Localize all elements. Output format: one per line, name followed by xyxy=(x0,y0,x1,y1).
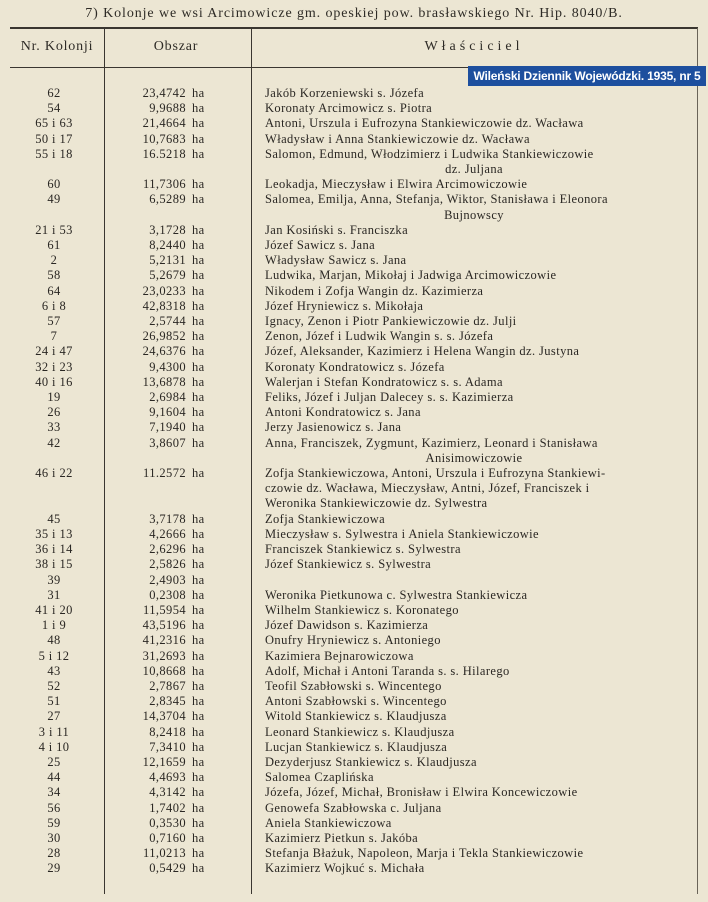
cell-nr: 51 xyxy=(47,694,61,709)
table-row xyxy=(0,785,708,800)
cell-area: 3,7178 xyxy=(149,511,186,526)
cell-area: 7,1940 xyxy=(149,420,186,435)
owner-line: Leonard Stankiewicz s. Klaudjusza xyxy=(265,724,455,739)
owner-line: Onufry Hryniewicz s. Antoniego xyxy=(265,633,441,648)
cell-unit: ha xyxy=(192,116,205,131)
cell-owner xyxy=(251,816,683,831)
cell-area: 31,2693 xyxy=(142,648,186,663)
cell-area: 4,2666 xyxy=(149,526,186,541)
cell-owner xyxy=(251,725,683,740)
cell-unit: ha xyxy=(192,785,205,800)
owner-line: Salomon, Edmund, Włodzimierz i Ludwika Stankiewiczowie xyxy=(265,146,594,161)
cell-nr: 32 i 23 xyxy=(35,359,73,374)
table-row xyxy=(0,253,708,268)
cell-area: 41,2316 xyxy=(142,633,186,648)
cell-unit: ha xyxy=(192,192,205,207)
cell-owner xyxy=(251,573,683,588)
cell-unit: ha xyxy=(192,253,205,268)
cell-owner xyxy=(251,223,683,238)
owner-line: Jerzy Jasienowicz s. Jana xyxy=(265,420,402,435)
cell-nr: 31 xyxy=(47,587,61,602)
owner-line: czowie dz. Wacława, Mieczysław, Antni, Józef, Franciszek i xyxy=(265,481,590,496)
cell-unit: ha xyxy=(192,800,205,815)
cell-area: 0,2308 xyxy=(149,587,186,602)
cell-nr: 46 i 22 xyxy=(35,466,73,481)
owner-line: Zenon, Józef i Ludwik Wangin s. s. Józefa xyxy=(265,329,494,344)
cell-area: 1,7402 xyxy=(149,800,186,815)
table-top-rule xyxy=(10,27,698,29)
table-row xyxy=(0,132,708,147)
cell-area: 43,5196 xyxy=(142,618,186,633)
table-row xyxy=(0,238,708,253)
owner-line: Władysław Sawicz s. Jana xyxy=(265,253,407,268)
cell-unit: ha xyxy=(192,177,205,192)
owner-line: Ludwika, Marjan, Mikołaj i Jadwiga Arcimowiczowie xyxy=(265,268,557,283)
owner-line: Koronaty Arcimowicz s. Piotra xyxy=(265,101,433,116)
table-row xyxy=(0,192,708,222)
cell-area: 0,3530 xyxy=(149,815,186,830)
cell-unit: ha xyxy=(192,633,205,648)
cell-area: 9,9688 xyxy=(149,101,186,116)
owner-line: Adolf, Michał i Antoni Taranda s. s. Hilarego xyxy=(265,663,510,678)
owner-line: Teofil Szabłowski s. Wincentego xyxy=(265,678,442,693)
table-row xyxy=(0,861,708,876)
owner-line: Wilhelm Stankiewicz s. Koronatego xyxy=(265,602,459,617)
cell-owner xyxy=(251,284,683,299)
cell-unit: ha xyxy=(192,344,205,359)
cell-area: 24,6376 xyxy=(142,344,186,359)
cell-owner xyxy=(251,831,683,846)
cell-area: 7,3410 xyxy=(149,739,186,754)
cell-area: 4,4693 xyxy=(149,770,186,785)
cell-unit: ha xyxy=(192,86,205,100)
table-row xyxy=(0,573,708,588)
column-header-area: Obszar xyxy=(153,39,199,54)
table-row xyxy=(0,299,708,314)
cell-owner xyxy=(251,785,683,800)
cell-unit: ha xyxy=(192,146,205,161)
cell-nr: 35 i 13 xyxy=(35,526,73,541)
cell-nr: 52 xyxy=(47,678,61,693)
cell-owner xyxy=(251,390,683,405)
cell-owner xyxy=(251,147,683,177)
cell-owner xyxy=(251,664,683,679)
cell-owner xyxy=(251,846,683,861)
cell-unit: ha xyxy=(192,724,205,739)
cell-area: 2,5744 xyxy=(149,314,186,329)
cell-area: 42,8318 xyxy=(142,298,186,313)
cell-area: 2,7867 xyxy=(149,678,186,693)
cell-owner xyxy=(251,755,683,770)
owner-line: dz. Juljana xyxy=(445,162,503,177)
table-row xyxy=(0,725,708,740)
cell-owner xyxy=(251,542,683,557)
cell-owner xyxy=(251,116,683,131)
table-row xyxy=(0,649,708,664)
cell-unit: ha xyxy=(192,572,205,587)
cell-unit: ha xyxy=(192,526,205,541)
cell-owner xyxy=(251,299,683,314)
cell-unit: ha xyxy=(192,511,205,526)
cell-owner xyxy=(251,694,683,709)
cell-unit: ha xyxy=(192,405,205,420)
cell-owner xyxy=(251,192,683,222)
cell-nr: 36 i 14 xyxy=(35,542,73,557)
cell-unit: ha xyxy=(192,618,205,633)
cell-unit: ha xyxy=(192,709,205,724)
cell-unit: ha xyxy=(192,830,205,845)
table-row xyxy=(0,405,708,420)
table-row xyxy=(0,679,708,694)
cell-area: 3,1728 xyxy=(149,222,186,237)
cell-nr: 28 xyxy=(47,846,61,861)
cell-unit: ha xyxy=(192,587,205,602)
owner-line xyxy=(265,573,683,588)
cell-area: 4,3142 xyxy=(149,785,186,800)
cell-owner xyxy=(251,466,683,512)
cell-area: 11,5954 xyxy=(143,602,186,617)
table-body xyxy=(0,86,708,877)
owner-line: Nikodem i Zofja Wangin dz. Kazimierza xyxy=(265,283,484,298)
cell-area: 5,2679 xyxy=(149,268,186,283)
cell-unit: ha xyxy=(192,131,205,146)
cell-owner xyxy=(251,709,683,724)
cell-area: 14,3704 xyxy=(142,709,186,724)
cell-owner xyxy=(251,253,683,268)
cell-unit: ha xyxy=(192,602,205,617)
cell-nr: 30 xyxy=(47,830,61,845)
owner-line: Jakób Korzeniewski s. Józefa xyxy=(265,86,425,100)
cell-nr: 64 xyxy=(47,283,61,298)
cell-unit: ha xyxy=(192,390,205,405)
cell-owner xyxy=(251,633,683,648)
table-row xyxy=(0,344,708,359)
table-row xyxy=(0,147,708,177)
owner-line: Władysław i Anna Stankiewiczowie dz. Wacława xyxy=(265,131,530,146)
cell-area: 10,7683 xyxy=(142,131,186,146)
table-row xyxy=(0,755,708,770)
cell-unit: ha xyxy=(192,557,205,572)
cell-owner xyxy=(251,405,683,420)
cell-owner xyxy=(251,801,683,816)
cell-nr: 58 xyxy=(47,268,61,283)
cell-area: 13,6878 xyxy=(142,374,186,389)
cell-owner xyxy=(251,557,683,572)
source-banner: Wileński Dziennik Wojewódzki. 1935, nr 5 xyxy=(468,66,706,86)
cell-owner xyxy=(251,618,683,633)
cell-unit: ha xyxy=(192,754,205,769)
cell-area: 16.5218 xyxy=(142,146,186,161)
cell-unit: ha xyxy=(192,466,205,481)
table-row xyxy=(0,116,708,131)
table-row xyxy=(0,831,708,846)
table-row xyxy=(0,360,708,375)
table-row xyxy=(0,664,708,679)
cell-owner xyxy=(251,268,683,283)
cell-owner xyxy=(251,86,683,101)
table-row xyxy=(0,375,708,390)
cell-owner xyxy=(251,314,683,329)
owner-line: Józef, Aleksander, Kazimierz i Helena Wangin dz. Justyna xyxy=(265,344,580,359)
cell-nr: 2 xyxy=(50,253,58,268)
cell-unit: ha xyxy=(192,739,205,754)
cell-owner xyxy=(251,420,683,435)
cell-nr: 34 xyxy=(47,785,61,800)
owner-line: Anna, Franciszek, Zygmunt, Kazimierz, Leonard i Stanisława xyxy=(265,435,598,450)
cell-owner xyxy=(251,512,683,527)
page-heading: 7) Kolonje we wsi Arcimowicze gm. opeskiej pow. brasławskiego Nr. Hip. 8040/B. xyxy=(85,6,623,21)
table-row xyxy=(0,223,708,238)
cell-area: 23,4742 xyxy=(142,86,186,100)
owner-line: Kazimierz Wojkuć s. Michała xyxy=(265,861,425,876)
cell-nr: 65 i 63 xyxy=(35,116,73,131)
cell-unit: ha xyxy=(192,861,205,876)
column-header-owner: Właściciel xyxy=(424,39,524,54)
owner-line: Józef Stankiewicz s. Sylwestra xyxy=(265,557,432,572)
cell-nr: 1 i 9 xyxy=(41,618,67,633)
cell-nr: 49 xyxy=(47,192,61,207)
table-row xyxy=(0,284,708,299)
cell-unit: ha xyxy=(192,542,205,557)
cell-nr: 4 i 10 xyxy=(38,739,70,754)
cell-owner xyxy=(251,329,683,344)
owner-line: Kazimiera Bejnarowiczowa xyxy=(265,648,414,663)
cell-nr: 57 xyxy=(47,314,61,329)
cell-unit: ha xyxy=(192,815,205,830)
owner-line: Genowefa Szabłowska c. Juljana xyxy=(265,800,442,815)
cell-nr: 7 xyxy=(50,329,58,344)
cell-owner xyxy=(251,527,683,542)
cell-unit: ha xyxy=(192,222,205,237)
cell-unit: ha xyxy=(192,268,205,283)
table-row xyxy=(0,86,708,101)
table-row xyxy=(0,694,708,709)
table-row xyxy=(0,268,708,283)
cell-area: 9,1604 xyxy=(149,405,186,420)
cell-unit: ha xyxy=(192,314,205,329)
owner-line: Weronika Pietkunowa c. Sylwestra Stankiewicza xyxy=(265,587,528,602)
cell-nr: 54 xyxy=(47,101,61,116)
cell-owner xyxy=(251,649,683,664)
cell-area: 2,5826 xyxy=(149,557,186,572)
cell-area: 23,0233 xyxy=(142,283,186,298)
cell-area: 10,8668 xyxy=(142,663,186,678)
owner-line: Lucjan Stankiewicz s. Klaudjusza xyxy=(265,739,448,754)
cell-unit: ha xyxy=(192,663,205,678)
cell-area: 11,0213 xyxy=(143,846,186,861)
owner-line: Feliks, Józef i Juljan Dalecey s. s. Kazimierza xyxy=(265,390,514,405)
cell-owner xyxy=(251,588,683,603)
table-row xyxy=(0,801,708,816)
cell-owner xyxy=(251,101,683,116)
cell-area: 12,1659 xyxy=(142,754,186,769)
cell-nr: 5 i 12 xyxy=(38,648,70,663)
cell-owner xyxy=(251,360,683,375)
owner-line: Józef Dawidson s. Kazimierza xyxy=(265,618,429,633)
cell-unit: ha xyxy=(192,846,205,861)
owner-line: Dezyderjusz Stankiewicz s. Klaudjusza xyxy=(265,754,477,769)
cell-nr: 59 xyxy=(47,815,61,830)
table-row xyxy=(0,466,708,512)
cell-area: 3,8607 xyxy=(149,435,186,450)
owner-line: Walerjan i Stefan Kondratowicz s. s. Adama xyxy=(265,374,503,389)
owner-line: Ignacy, Zenon i Piotr Pankiewiczowie dz. Julji xyxy=(265,314,517,329)
cell-owner xyxy=(251,375,683,390)
cell-unit: ha xyxy=(192,101,205,116)
cell-nr: 33 xyxy=(47,420,61,435)
owner-line: Anisimowiczowie xyxy=(425,450,523,465)
cell-nr: 42 xyxy=(47,435,61,450)
table-row xyxy=(0,512,708,527)
cell-nr: 48 xyxy=(47,633,61,648)
table-row xyxy=(0,527,708,542)
table-row xyxy=(0,436,708,466)
table-row xyxy=(0,420,708,435)
cell-nr: 62 xyxy=(47,86,61,100)
cell-owner xyxy=(251,344,683,359)
owner-line: Witold Stankiewicz s. Klaudjusza xyxy=(265,709,447,724)
owner-line: Weronika Stankiewiczowie dz. Sylwestra xyxy=(265,496,488,511)
cell-area: 11.2572 xyxy=(143,466,186,481)
cell-unit: ha xyxy=(192,374,205,389)
cell-unit: ha xyxy=(192,678,205,693)
table-row xyxy=(0,709,708,724)
column-header-nr: Nr. Kolonji xyxy=(20,39,94,54)
cell-unit: ha xyxy=(192,238,205,253)
cell-owner xyxy=(251,770,683,785)
cell-unit: ha xyxy=(192,359,205,374)
cell-nr: 19 xyxy=(47,390,61,405)
owner-line: Leokadja, Mieczysław i Elwira Arcimowiczowie xyxy=(265,177,528,192)
cell-nr: 50 i 17 xyxy=(35,131,73,146)
cell-area: 5,2131 xyxy=(149,253,186,268)
cell-nr: 26 xyxy=(47,405,61,420)
cell-area: 6,5289 xyxy=(149,192,186,207)
cell-unit: ha xyxy=(192,694,205,709)
owner-line: Salomea Czaplińska xyxy=(265,770,374,785)
cell-owner xyxy=(251,679,683,694)
owner-line: Antoni Kondratowicz s. Jana xyxy=(265,405,421,420)
cell-nr: 6 i 8 xyxy=(41,298,67,313)
cell-nr: 45 xyxy=(47,511,61,526)
owner-line: Antoni Szabłowski s. Wincentego xyxy=(265,694,447,709)
cell-nr: 21 i 53 xyxy=(35,222,73,237)
table-row xyxy=(0,588,708,603)
cell-nr: 38 i 15 xyxy=(35,557,73,572)
cell-unit: ha xyxy=(192,283,205,298)
cell-unit: ha xyxy=(192,435,205,450)
cell-nr: 24 i 47 xyxy=(35,344,73,359)
cell-area: 8,2440 xyxy=(149,238,186,253)
cell-area: 8,2418 xyxy=(149,724,186,739)
cell-area: 2,4903 xyxy=(149,572,186,587)
table-row xyxy=(0,390,708,405)
cell-unit: ha xyxy=(192,298,205,313)
table-row xyxy=(0,542,708,557)
cell-owner xyxy=(251,861,683,876)
table-row xyxy=(0,740,708,755)
owner-line: Józef Sawicz s. Jana xyxy=(265,238,376,253)
cell-owner xyxy=(251,132,683,147)
cell-owner xyxy=(251,740,683,755)
owner-line: Salomea, Emilja, Anna, Stefanja, Wiktor, Stanisława i Eleonora xyxy=(265,192,608,207)
cell-nr: 41 i 20 xyxy=(35,602,73,617)
cell-nr: 55 i 18 xyxy=(35,146,73,161)
owner-line: Mieczysław s. Sylwestra i Aniela Stankiewiczowie xyxy=(265,526,539,541)
table-row xyxy=(0,177,708,192)
cell-area: 0,5429 xyxy=(149,861,186,876)
cell-area: 0,7160 xyxy=(149,830,186,845)
owner-line: Antoni, Urszula i Eufrozyna Stankiewiczowie dz. Wacława xyxy=(265,116,584,131)
cell-nr: 43 xyxy=(47,663,61,678)
cell-nr: 3 i 11 xyxy=(38,724,70,739)
owner-line: Koronaty Kondratowicz s. Józefa xyxy=(265,359,445,374)
owner-line: Józef Hryniewicz s. Mikołaja xyxy=(265,298,424,313)
table-row xyxy=(0,603,708,618)
table-row xyxy=(0,846,708,861)
owner-line: Zofja Stankiewiczowa xyxy=(265,511,386,526)
owner-line: Franciszek Stankiewicz s. Sylwestra xyxy=(265,542,461,557)
cell-area: 21,4664 xyxy=(142,116,186,131)
cell-owner xyxy=(251,238,683,253)
cell-nr: 39 xyxy=(47,572,61,587)
owner-line: Aniela Stankiewiczowa xyxy=(265,815,392,830)
owner-line: Stefanja Błażuk, Napoleon, Marja i Tekla Stankiewiczowie xyxy=(265,846,584,861)
cell-owner xyxy=(251,177,683,192)
cell-area: 2,6296 xyxy=(149,542,186,557)
cell-area: 2,6984 xyxy=(149,390,186,405)
table-row xyxy=(0,816,708,831)
cell-nr: 60 xyxy=(47,177,61,192)
cell-owner xyxy=(251,603,683,618)
table-row xyxy=(0,633,708,648)
cell-nr: 56 xyxy=(47,800,61,815)
owner-line: Kazimierz Pietkun s. Jakóba xyxy=(265,830,419,845)
cell-nr: 25 xyxy=(47,754,61,769)
cell-owner xyxy=(251,436,683,466)
cell-nr: 40 i 16 xyxy=(35,374,73,389)
cell-nr: 44 xyxy=(47,770,61,785)
cell-area: 9,4300 xyxy=(149,359,186,374)
cell-area: 26,9852 xyxy=(142,329,186,344)
cell-nr: 61 xyxy=(47,238,61,253)
table-row xyxy=(0,618,708,633)
table-row xyxy=(0,557,708,572)
cell-nr: 27 xyxy=(47,709,61,724)
table-row xyxy=(0,314,708,329)
owner-line: Jan Kosiński s. Franciszka xyxy=(265,222,409,237)
cell-area: 2,8345 xyxy=(149,694,186,709)
owner-line: Bujnowscy xyxy=(444,207,504,222)
cell-unit: ha xyxy=(192,420,205,435)
table-row xyxy=(0,770,708,785)
cell-unit: ha xyxy=(192,648,205,663)
table-row xyxy=(0,101,708,116)
cell-area: 11,7306 xyxy=(143,177,186,192)
table-row xyxy=(0,329,708,344)
cell-unit: ha xyxy=(192,329,205,344)
owner-line: Józefa, Józef, Michał, Bronisław i Elwira Koncewiczowie xyxy=(265,785,578,800)
cell-nr: 29 xyxy=(47,861,61,876)
cell-unit: ha xyxy=(192,770,205,785)
owner-line: Zofja Stankiewiczowa, Antoni, Urszula i Eufrozyna Stankiewi- xyxy=(265,466,606,481)
